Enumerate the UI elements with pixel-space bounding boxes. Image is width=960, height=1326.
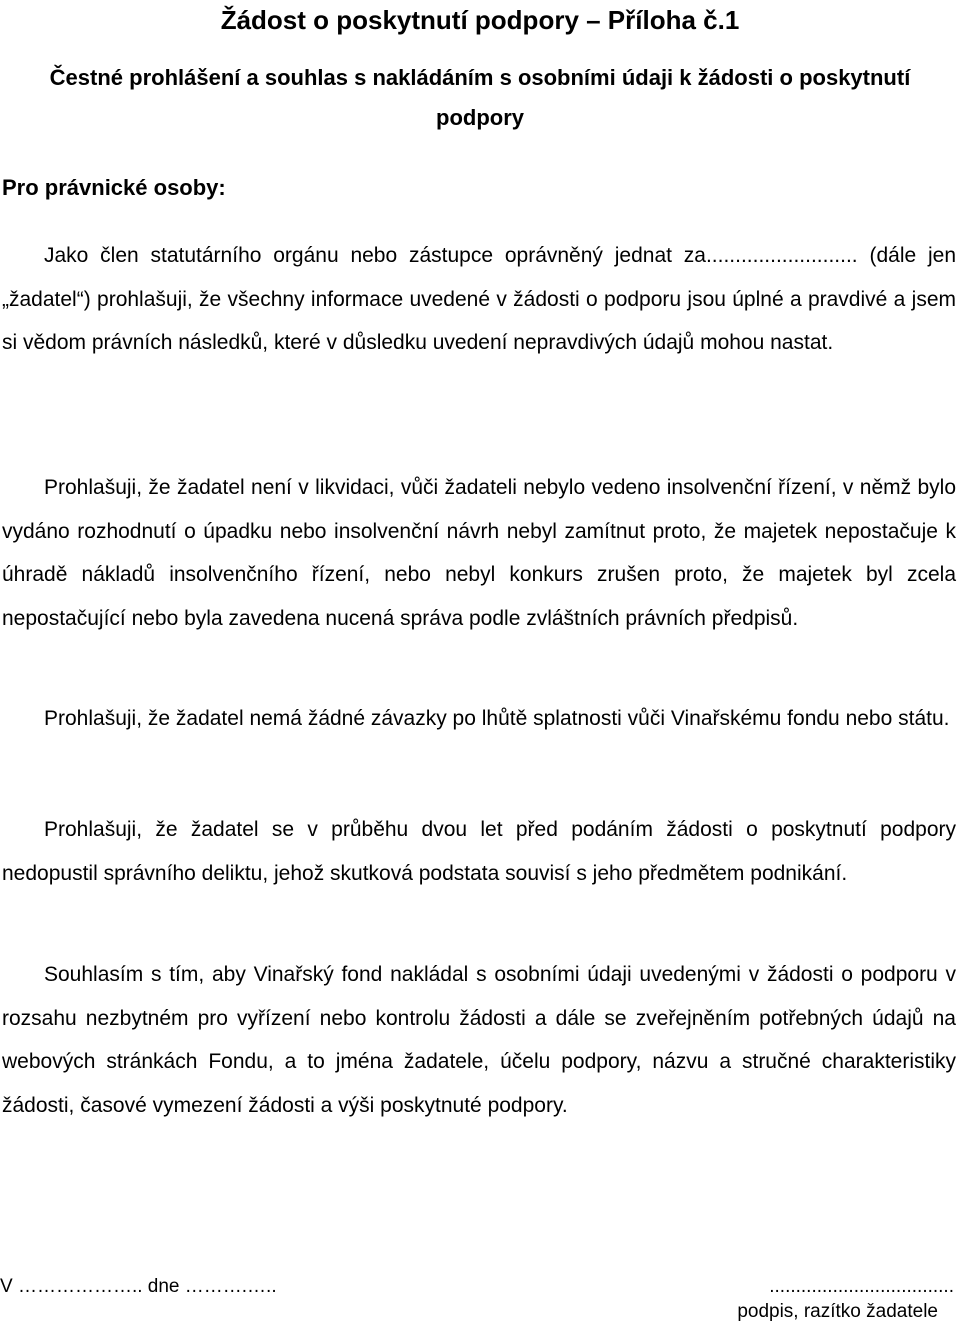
signature-line: ................................... (769, 1276, 954, 1297)
document-subtitle: Čestné prohlášení a souhlas s nakládáním s osobními údaji k žádosti o poskytnutí podpory (49, 65, 911, 130)
paragraph-no-debts: Prohlašuji, že žadatel nemá žádné závazky po lhůtě splatnosti vůči Vinařskému fondu nebo státu. (44, 707, 950, 730)
paragraph-data-consent: Souhlasím s tím, aby Vinařský fond nakládal s osobními údaji uvedenými v žádosti o podporu v rozsahu nezbytném pro vyřízení nebo kontrolu žádosti a dále se zveřejněním potřebných údajů na webových stránkách Fondu, a to jména žadatele, účelu podpory, názvu a stručné charakteristiky žádosti, časové vymezení žádosti a výši poskytnuté podpory. (2, 963, 956, 1117)
signature-label: podpis, razítko žadatele (737, 1301, 938, 1322)
signature-place-date: V ……………….. dne ……….….. (0, 1276, 277, 1297)
paragraph-declaration-intro: Jako člen statutárního orgánu nebo zástupce oprávněný jednat za.......................... (dále jen „žadatel“) prohlašuji, že všechny informace uvedené v žádosti o podporu jsou úplné a pravdivé a jsem si vědom právních následků, které v důsledku uvedení nepravdivých údajů mohou nastat. (2, 244, 956, 354)
paragraph-no-offence: Prohlašuji, že žadatel se v průběhu dvou let před podáním žádosti o poskytnutí podpory nedopustil správního deliktu, jehož skutková podstata souvisí s jeho předmětem podnikání. (2, 818, 956, 885)
paragraph-no-liquidation: Prohlašuji, že žadatel není v likvidaci, vůči žadateli nebylo vedeno insolvenční řízení, v němž bylo vydáno rozhodnutí o úpadku nebo insolvenční návrh nebyl zamítnut proto, že majetek nepostačuje k úhradě nákladů insolvenčního řízení, nebo nebyl konkurs zrušen proto, že majetek byl zcela nepostačující nebo byla zavedena nucená správa podle zvláštních právních předpisů. (2, 476, 956, 630)
section-heading: Pro právnické osoby: (2, 175, 226, 200)
document-title: Žádost o poskytnutí podpory – Příloha č.1 (220, 5, 740, 35)
